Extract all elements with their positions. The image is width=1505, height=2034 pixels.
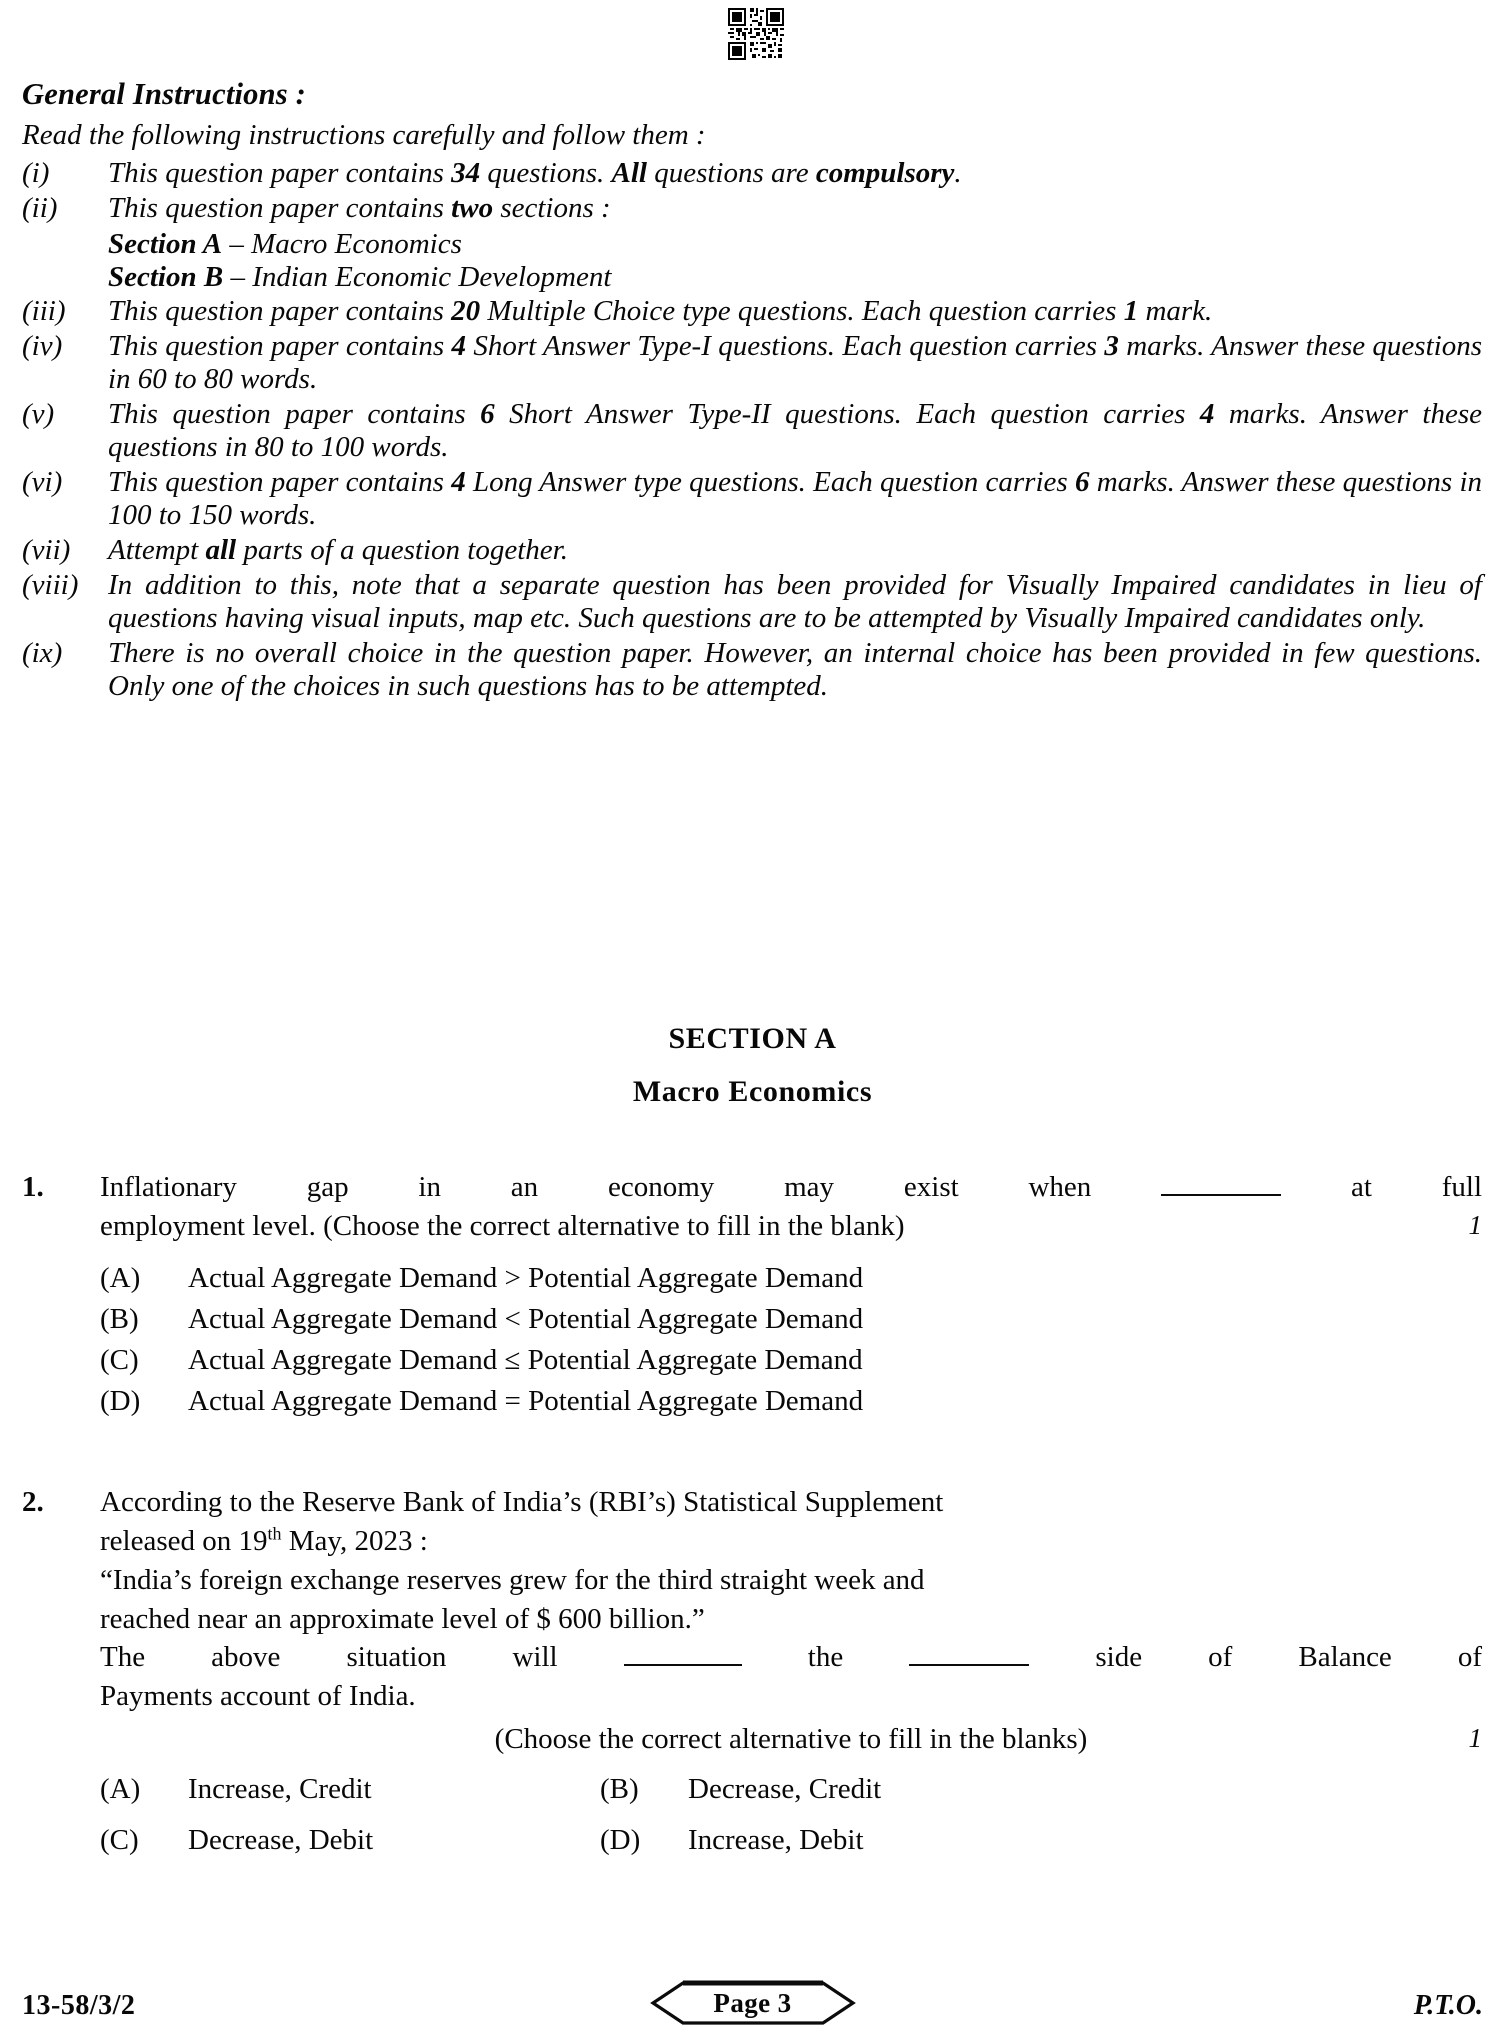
- question-2-body: [100, 1483, 1482, 1759]
- instruction-item-vii: [22, 534, 1482, 567]
- answer-blank[interactable]: [909, 1664, 1029, 1666]
- instruction-item-iv: [22, 330, 1482, 396]
- question-1-text-a: Inflationary gap in an economy may exist when: [100, 1171, 1092, 1203]
- option-label: (C): [100, 1344, 139, 1377]
- instruction-item-viii: [22, 569, 1482, 635]
- question-2-head: [22, 1483, 1482, 1759]
- question-1-body: [100, 1168, 1482, 1246]
- option-label: (D): [600, 1824, 641, 1857]
- page-footer: [22, 1976, 1483, 2024]
- option-row[interactable]: [100, 1258, 1482, 1299]
- question-2-blank-text-b: the: [807, 1641, 844, 1674]
- option-row[interactable]: [100, 1299, 1482, 1340]
- option-text: Increase, Credit: [188, 1773, 372, 1806]
- instruction-number: (i): [22, 157, 50, 190]
- question-2-note-row: [100, 1720, 1482, 1759]
- question-1-line-1: [100, 1168, 1482, 1207]
- question-1-text-b: at full: [1350, 1171, 1482, 1203]
- question-1-options: [100, 1258, 1482, 1423]
- option-row[interactable]: [100, 1769, 600, 1810]
- question-2-release-text: released on 19: [100, 1524, 268, 1557]
- question-2-quote-line-1: “India’s foreign exchange reserves grew for the third straight week and: [100, 1563, 925, 1596]
- instruction-number: (ix): [22, 637, 63, 670]
- option-row[interactable]: [100, 1340, 1482, 1381]
- general-instructions-title: General Instructions :: [22, 77, 307, 111]
- instruction-text: This question paper contains 4 Short Answer Type-I questions. Each question carries 3 marks. Answer these questions in 60 to 80 words.: [108, 329, 1482, 395]
- instruction-number: (vii): [22, 534, 71, 567]
- instruction-item-i: [22, 157, 1482, 190]
- instruction-item-iii: [22, 295, 1482, 328]
- instruction-text: This question paper contains 6 Short Answer Type-II questions. Each question carries 4 marks. Answer these questions in 80 to 100 words.: [108, 397, 1482, 463]
- option-label: (C): [100, 1824, 139, 1857]
- option-text: Decrease, Credit: [688, 1773, 882, 1806]
- question-2-blank-line-end: Payments account of India.: [100, 1680, 416, 1713]
- question-2-note: (Choose the correct alternative to fill in the blanks): [494, 1723, 1088, 1756]
- option-text: Increase, Debit: [688, 1824, 864, 1857]
- answer-blank[interactable]: [1161, 1194, 1281, 1196]
- question-2-line-1: According to the Reserve Bank of India’s (RBI’s) Statistical Supplement: [100, 1486, 944, 1518]
- instruction-text: Attempt all parts of a question together.: [108, 534, 568, 567]
- general-instructions: [22, 78, 1482, 705]
- option-text: Decrease, Debit: [188, 1824, 374, 1857]
- instruction-text: This question paper contains 34 questions. All questions are compulsory.: [108, 157, 962, 190]
- instruction-text: This question paper contains two sections :: [108, 192, 611, 225]
- instruction-number: (viii): [22, 569, 79, 602]
- question-1-number: 1.: [22, 1171, 44, 1203]
- instruction-item-ii: [22, 192, 1482, 225]
- instruction-number: (iii): [22, 294, 66, 327]
- question-2-line-2: [100, 1522, 1482, 1561]
- option-label: (A): [100, 1261, 141, 1294]
- question-1-instruction: employment level. (Choose the correct alternative to fill in the blank): [100, 1209, 905, 1242]
- option-row[interactable]: [100, 1820, 600, 1861]
- option-text: Actual Aggregate Demand < Potential Aggregate Demand: [188, 1302, 864, 1335]
- question-2-blank-text-a: The above situation will: [100, 1641, 558, 1674]
- question-2-options: [100, 1769, 1482, 1861]
- option-label: (B): [100, 1302, 139, 1335]
- instruction-item-vi: [22, 466, 1482, 532]
- qr-code-icon: [726, 6, 788, 62]
- option-label: (A): [100, 1773, 141, 1806]
- instruction-number: (v): [22, 397, 55, 430]
- instruction-text: This question paper contains 4 Long Answer type questions. Each question carries 6 marks. Answer these questions in 100 to 150 words.: [108, 465, 1483, 532]
- instruction-item-ix: [22, 637, 1482, 703]
- page-number-badge: [628, 1978, 878, 2028]
- page-number-label: Page 3: [713, 1987, 792, 2018]
- section-a-heading: SECTION A: [668, 1022, 837, 1055]
- option-text: Actual Aggregate Demand ≤ Potential Aggregate Demand: [188, 1344, 863, 1377]
- instruction-number: (vi): [22, 465, 63, 498]
- option-label: (B): [600, 1773, 639, 1806]
- question-2-blank-text-c: side of Balance of: [1095, 1641, 1483, 1674]
- instruction-number: (iv): [22, 329, 63, 362]
- question-2-quote-line-2: reached near an approximate level of $ 600 billion.”: [100, 1602, 705, 1635]
- instruction-text: There is no overall choice in the question paper. However, an internal choice has been provided in few questions. Only one of the choices in such questions has to be attempted.: [108, 637, 1482, 703]
- question-1-head: [22, 1168, 1482, 1246]
- option-row[interactable]: [600, 1820, 1482, 1861]
- option-text: Actual Aggregate Demand = Potential Aggregate Demand: [188, 1385, 864, 1418]
- answer-blank[interactable]: [624, 1664, 742, 1666]
- instruction-item-v: [22, 398, 1482, 464]
- instruction-text: This question paper contains 20 Multiple Choice type questions. Each question carries 1 mark.: [108, 294, 1213, 327]
- question-2-number: 2.: [22, 1486, 44, 1518]
- section-a-subheading: Macro Economics: [632, 1075, 873, 1108]
- general-instructions-lead: Read the following instructions carefully and follow them :: [22, 118, 706, 151]
- pto-label: P.T.O.: [1413, 1990, 1483, 2021]
- instruction-subitem-section-a: Section A – Macro Economics: [108, 227, 462, 260]
- ordinal-suffix: th: [267, 1523, 282, 1544]
- option-text: Actual Aggregate Demand > Potential Aggregate Demand: [188, 1261, 864, 1294]
- option-label: (D): [100, 1385, 141, 1418]
- question-1-marks: 1: [1468, 1209, 1482, 1240]
- option-row[interactable]: [600, 1769, 1482, 1810]
- question-2-release-date: May, 2023 :: [281, 1524, 428, 1557]
- instruction-text: In addition to this, note that a separate question has been provided for Visually Impaired candidates in lieu of questions having visual inputs, map etc. Such questions are to be attempted by Visually Impaired candidates only.: [108, 569, 1482, 635]
- question-2: [22, 1483, 1482, 1861]
- instruction-subitem-section-b: Section B – Indian Economic Development: [108, 261, 612, 294]
- question-1-line-2: [100, 1207, 1482, 1246]
- instruction-number: (ii): [22, 192, 58, 225]
- question-1: [22, 1168, 1482, 1422]
- question-2-blank-line: [100, 1638, 1482, 1677]
- option-row[interactable]: [100, 1381, 1482, 1422]
- question-2-marks: 1: [1468, 1723, 1482, 1754]
- paper-code: 13-58/3/2: [22, 1990, 136, 2021]
